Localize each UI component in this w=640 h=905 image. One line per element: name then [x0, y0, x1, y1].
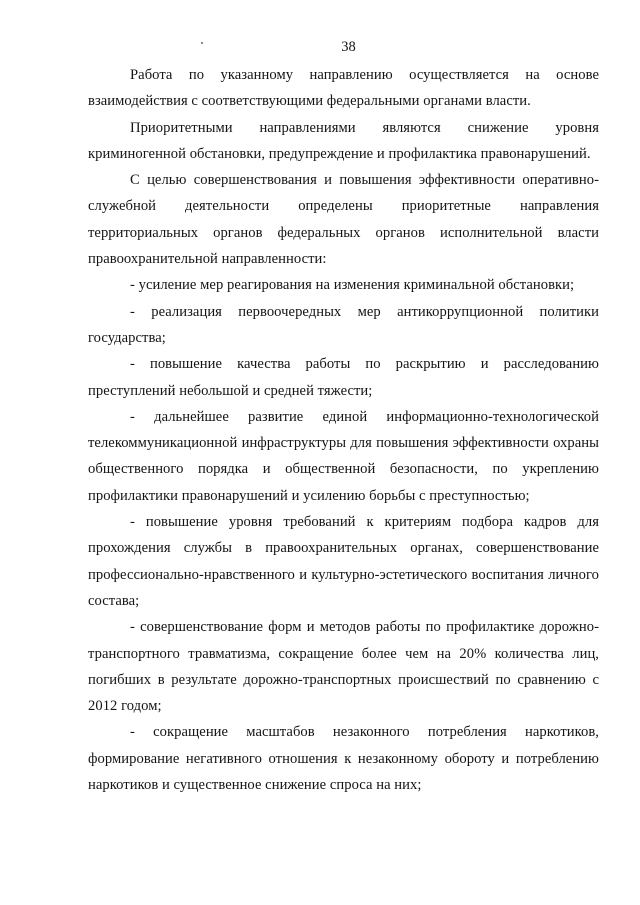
list-item-road-safety: - совершенствование форм и методов работы по профилактике дорожно-транспортного травматизма, сокращение более чем на 20% количества лиц, погибших в результате дорожно-транспортных происшествий по сравнению с 2012 годом;: [88, 619, 599, 715]
list-item-investigation: - повышение качества работы по раскрытию и расследованию преступлений небольшой и средней тяжести;: [88, 356, 599, 399]
list-item-infrastructure: - дальнейшее развитие единой информационно-технологической телекоммуникационной инфраструктуры для повышения эффективности охраны общественного порядка и общественной безопасности, по укреплению профилактики правонарушений и усилению борьбы с преступностью;: [88, 408, 599, 504]
paragraph-intro: Работа по указанному направлению осуществляется на основе взаимодействия с соответствующими федеральными органами власти.: [88, 67, 599, 110]
scan-speck: [201, 42, 203, 44]
list-item-crime-response: - усиление мер реагирования на изменения криминальной обстановки;: [130, 277, 575, 294]
paragraph-priorities: Приоритетными направлениями являются снижение уровня криминогенной обстановки, предупреждение и профилактика правонарушений.: [88, 119, 599, 162]
paragraph-goals: С целью совершенствования и повышения эффективности оперативно-служебной деятельности определены приоритетные направления территориальных органов федеральных органов исполнительной власти правоохранительной направленности:: [88, 172, 599, 268]
list-item-personnel: - повышение уровня требований к критериям подбора кадров для прохождения службы в правоохранительных органах, совершенствование профессионально-нравственного и культурно-эстетического воспитания личного состава;: [88, 514, 599, 609]
list-item-anticorruption: - реализация первоочередных мер антикоррупционной политики государства;: [88, 303, 599, 346]
page-number: 38: [341, 39, 356, 55]
list-item-narcotics: - сокращение масштабов незаконного потребления наркотиков, формирование негативного отношения к незаконному обороту и потреблению наркотиков и существенное снижение спроса на них;: [88, 724, 599, 794]
